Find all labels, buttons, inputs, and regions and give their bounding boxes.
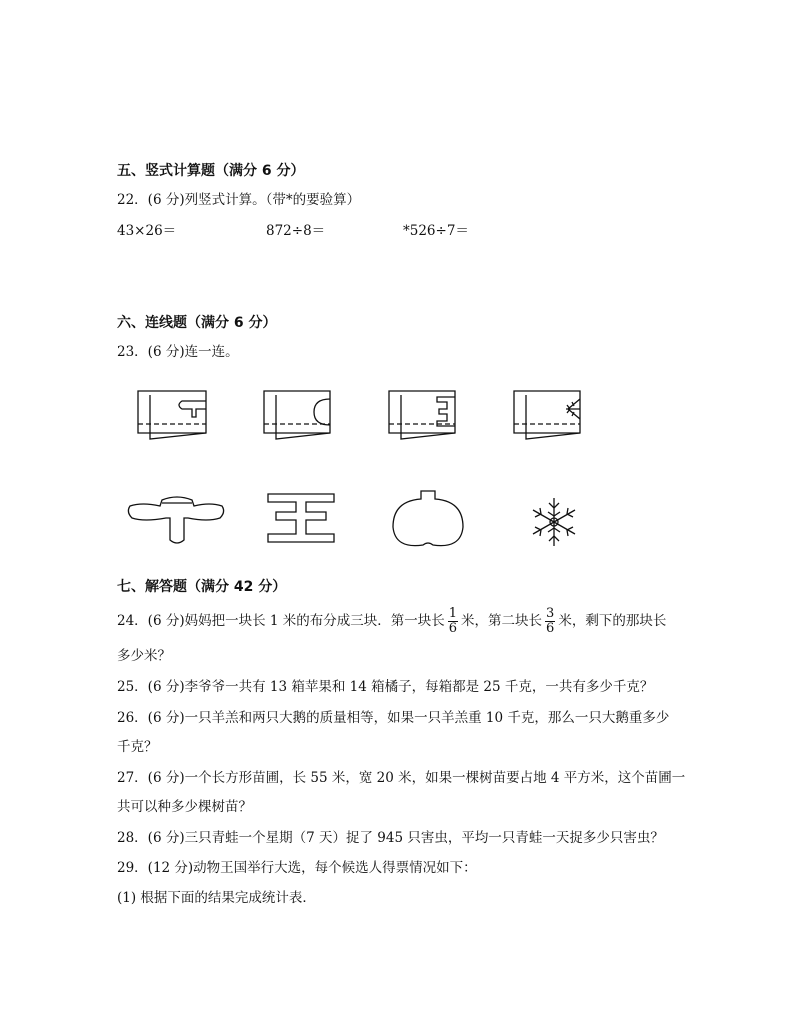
section-7-heading: 七、解答题（满分 42 分） (117, 579, 287, 595)
question-22-stem: 22．(6 分)列竖式计算。（带*的要验算） (117, 192, 361, 208)
snowflake-shape (527, 495, 581, 549)
pumpkin-shape (391, 487, 471, 551)
question-28: 28．(6 分)三只青蛙一个星期（7 天）捉了 945 只害虫，平均一只青蛙一天捉多少只害虫？ (117, 830, 664, 846)
question-29-stem: 29．(12 分)动物王国举行大选，每个候选人得票情况如下： (117, 860, 477, 876)
question-23-stem: 23．(6 分)连一连。 (117, 344, 239, 360)
q24-text-post: 米，剩下的那块长 (558, 613, 667, 629)
fraction-2-numerator: 3 (546, 606, 555, 621)
question-26-line1: 26．(6 分)一只羊羔和两只大鹅的质量相等，如果一只羊羔重 10 千克，那么一只大鹅重多少 (117, 710, 670, 726)
section-5-heading: 五、竖式计算题（满分 6 分） (117, 163, 305, 179)
question-24-line1 (117, 607, 666, 636)
fraction-1-numerator: 1 (448, 606, 458, 621)
fraction-2-denominator: 6 (546, 621, 555, 636)
question-29-sub1: (1) 根据下面的结果完成统计表． (117, 890, 316, 906)
fraction-3-6 (545, 607, 555, 636)
question-27-line2: 共可以种多少棵树苗？ (117, 799, 252, 815)
question-25: 25．(6 分)李爷爷一共有 13 箱苹果和 14 箱橘子，每箱都是 25 千克，一共有多少千克？ (117, 679, 654, 695)
section-6-heading: 六、连线题（满分 6 分） (117, 315, 277, 331)
q24-text-pre: 24．(6 分)妈妈把一块长 1 米的布分成三块．第一块长 (117, 613, 445, 629)
wang-character-shape (266, 492, 340, 548)
q22-expr-3: *526÷7＝ (403, 223, 469, 239)
fraction-1-6 (448, 607, 458, 636)
folded-paper-wang (387, 385, 467, 445)
question-27-line1: 27．(6 分)一个长方形苗圃，长 55 米，宽 20 米，如果一棵树苗要占地 4 平方米，这个苗圃一 (117, 770, 686, 786)
dragonfly-shape (122, 490, 232, 546)
question-24-line2: 多少米？ (117, 648, 171, 664)
q22-expr-2: 872÷8＝ (266, 223, 326, 239)
folded-paper-pumpkin (262, 385, 342, 445)
folded-paper-dragonfly (136, 385, 216, 445)
folded-paper-snowflake (512, 385, 592, 445)
q24-text-mid: 米，第二块长 (461, 613, 543, 629)
question-26-line2: 千克？ (117, 739, 158, 755)
q22-expr-1: 43×26＝ (117, 223, 177, 239)
fraction-1-denominator: 6 (448, 621, 458, 636)
